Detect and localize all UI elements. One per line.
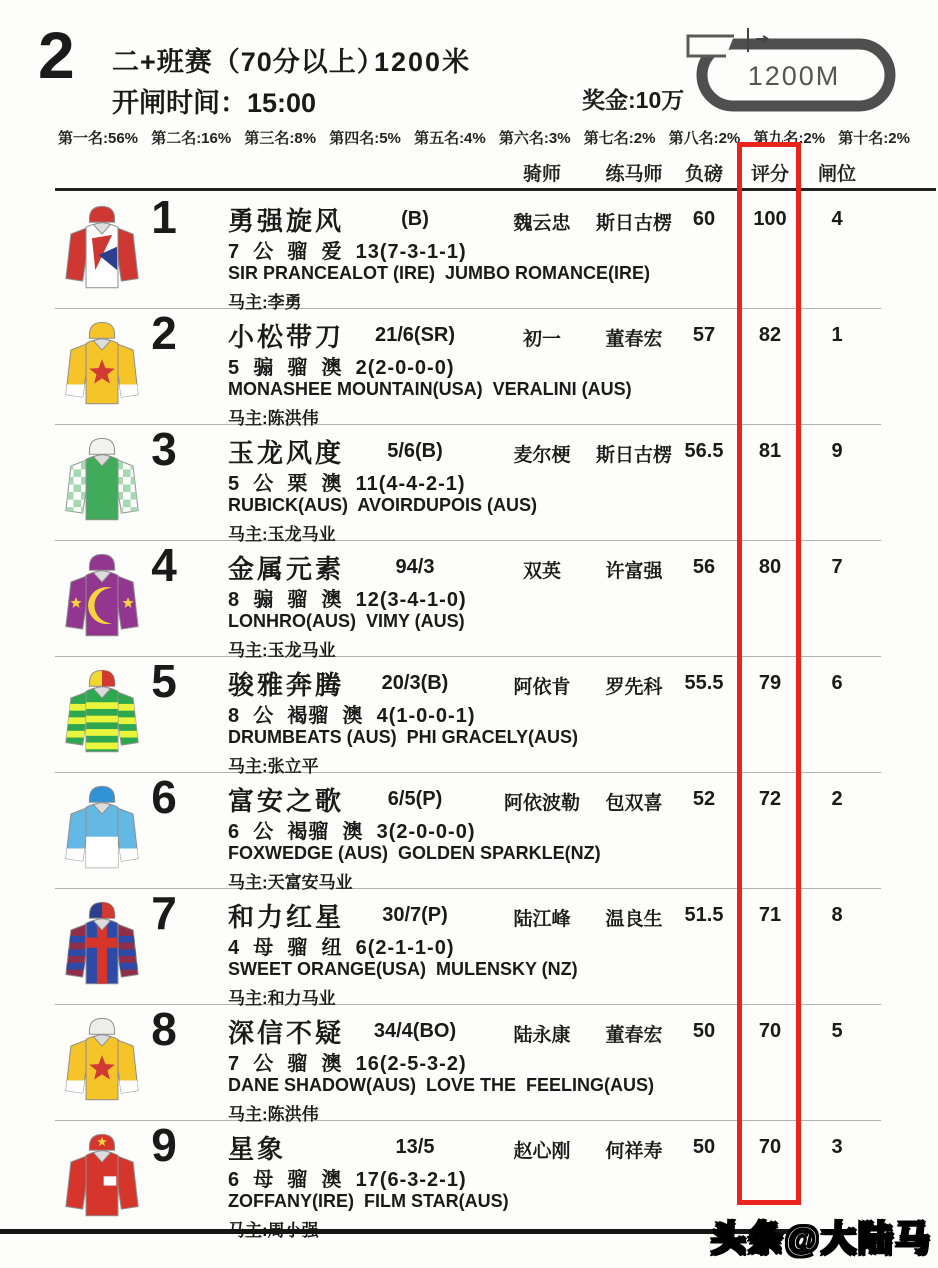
weight-value: 56.5 [684,440,724,462]
horse-number: 9 [151,1119,177,1171]
gate-value: 2 [831,788,843,810]
jockey-silks-icon [60,661,144,767]
horse-owner: 马主:天富安马业 [228,873,353,892]
weight-value: 50 [692,1136,716,1158]
horse-details: 7 公 骝 澳 16(2-5-3-2) [228,1053,467,1075]
horse-list [55,193,881,1236]
horse-row [55,307,881,428]
jockey-silks-icon [60,1125,144,1231]
horse-form: 30/7(P) [382,904,448,926]
jockey-name: 初一 [522,329,561,350]
jockey-silks-icon [60,1009,144,1115]
weight-value: 55.5 [684,672,724,694]
track-chute [688,36,734,56]
horse-owner: 马主:陈洪伟 [228,1105,319,1124]
rating-value: 70 [758,1136,782,1158]
jockey-name: 陆江峰 [513,909,571,930]
race-number: 2 [38,18,75,92]
horse-details: 8 骟 骝 澳 12(3-4-1-0) [228,589,467,611]
jockey-silks-icon [60,545,144,651]
horse-name: 骏雅奔腾 [228,670,345,700]
trainer-name: 罗先科 [605,677,663,698]
track-distance-label: 1200M [747,61,841,91]
horse-name: 星象 [228,1134,287,1164]
rating-value: 100 [753,208,787,230]
column-header-jockey: 骑师 [522,164,561,185]
weight-value: 52 [692,788,716,810]
column-header-gate: 闸位 [817,164,856,185]
horse-pedigree: DRUMBEATS (AUS) PHI GRACELY(AUS) [228,727,579,747]
horse-number: 5 [151,655,177,707]
gate-value: 1 [831,324,843,346]
payout-item: 第七名:2% [583,130,656,147]
horse-pedigree: DANE SHADOW(AUS) LOVE THE FEELING(AUS) [228,1075,654,1095]
horse-row [55,1003,881,1124]
trainer-name: 董春宏 [605,329,663,350]
gate-value: 3 [831,1136,843,1158]
horse-number: 3 [151,423,177,475]
trainer-name: 斯日古楞 [595,445,672,466]
race-class: 二+班赛（70分以上） [112,47,385,77]
horse-name: 和力红星 [228,902,345,932]
horse-form: 20/3(B) [381,672,449,694]
horse-form: 94/3 [395,556,435,578]
trainer-name: 许富强 [605,561,663,582]
race-distance: 1200米 [374,47,472,77]
race-prize: 奖金:10万 [582,87,685,113]
jockey-name: 赵心刚 [513,1141,571,1162]
weight-value: 60 [692,208,716,230]
rating-value: 81 [758,440,782,462]
horse-owner: 马主:玉龙马业 [228,525,336,544]
horse-number: 1 [151,191,177,243]
payout-item: 第四名:5% [329,130,401,147]
horse-name: 富安之歌 [228,786,345,816]
gate-value: 9 [831,440,843,462]
rating-value: 72 [758,788,782,810]
horse-pedigree: RUBICK(AUS) AVOIRDUPOIS (AUS) [228,495,537,515]
horse-owner: 马主:李勇 [228,293,302,312]
horse-details: 7 公 骝 爱 13(7-3-1-1) [228,241,467,263]
gate-value: 6 [831,672,843,694]
horse-row [55,887,881,1008]
horse-details: 8 公 褐骝 澳 4(1-0-0-1) [228,705,476,727]
gate-value: 8 [831,904,843,926]
horse-number: 4 [151,539,177,591]
jockey-silks-icon [60,893,144,999]
payout-item: 第三名:8% [244,130,317,147]
horse-details: 4 母 骝 纽 6(2-1-1-0) [228,937,455,959]
horse-form: 13/5 [395,1136,435,1158]
jockey-name: 麦尔梗 [513,445,571,466]
horse-name: 小松带刀 [228,322,345,352]
trainer-name: 何祥寿 [605,1141,663,1162]
horse-pedigree: ZOFFANY(IRE) FILM STAR(AUS) [228,1191,509,1211]
horse-owner: 马主:玉龙马业 [228,641,336,660]
weight-value: 57 [692,324,716,346]
jockey-name: 陆永康 [513,1025,571,1046]
race-start-time: 开闸时间：15:00 [112,88,317,118]
horse-owner: 马主:陈洪伟 [228,409,319,428]
column-header-trainer: 练马师 [605,164,663,185]
rating-value: 71 [758,904,782,926]
horse-number: 8 [151,1003,177,1055]
horse-form: 5/6(B) [387,440,443,462]
jockey-name: 魏云忠 [513,213,571,234]
horse-details: 6 公 褐骝 澳 3(2-0-0-0) [228,821,476,843]
horse-details: 5 公 栗 澳 11(4-4-2-1) [228,473,466,495]
horse-form: 6/5(P) [387,788,443,810]
watermark: 头条@大陆马 [710,1220,932,1259]
horse-row [55,423,881,544]
horse-owner: 马主:和力马业 [228,989,336,1008]
horse-name: 勇强旋风 [228,206,345,236]
rating-value: 70 [758,1020,782,1042]
payout-item: 第八名:2% [668,130,741,147]
horse-pedigree: LONHRO(AUS) VIMY (AUS) [228,611,465,631]
jockey-name: 双英 [522,561,561,582]
trainer-name: 董春宏 [605,1025,663,1046]
payout-item: 第十名:2% [838,130,910,147]
trainer-name: 斯日古楞 [595,213,672,234]
payout-item: 第九名:2% [753,130,826,147]
horse-pedigree: SIR PRANCEALOT (IRE) JUMBO ROMANCE(IRE) [228,263,650,283]
horse-form: 34/4(BO) [373,1020,457,1042]
horse-name: 金属元素 [228,554,345,584]
gate-value: 7 [831,556,843,578]
column-header-weight: 负磅 [684,164,723,185]
horse-details: 6 母 骝 澳 17(6-3-2-1) [228,1169,467,1191]
payout-item: 第六名:3% [498,130,571,147]
horse-number: 6 [151,771,177,823]
payout-item: 第五名:4% [414,130,486,147]
header-divider [55,188,936,191]
horse-form: (B) [401,208,429,230]
payout-item: 第二名:16% [151,130,232,147]
horse-form: 21/6(SR) [374,324,456,346]
jockey-name: 阿依肯 [513,677,571,698]
horse-pedigree: FOXWEDGE (AUS) GOLDEN SPARKLE(NZ) [228,843,601,863]
jockey-silks-icon [60,429,144,535]
rating-value: 79 [758,672,782,694]
gate-value: 4 [831,208,843,230]
payout-row [58,127,910,148]
weight-value: 51.5 [684,904,724,926]
jockey-silks-icon [60,197,144,303]
payout-item: 第一名:56% [58,130,139,147]
horse-owner: 马主:张立平 [228,757,319,776]
weight-value: 50 [692,1020,716,1042]
horse-pedigree: MONASHEE MOUNTAIN(USA) VERALINI (AUS) [228,379,632,399]
trainer-name: 温良生 [605,909,663,930]
weight-value: 56 [692,556,716,578]
trainer-name: 包双喜 [605,793,663,814]
horse-pedigree: SWEET ORANGE(USA) MULENSKY (NZ) [228,959,578,979]
jockey-name: 阿依波勒 [503,793,580,814]
jockey-silks-icon [60,777,144,883]
track-diagram-icon [676,28,916,124]
horse-row [55,771,881,892]
horse-number: 2 [151,307,177,359]
jockey-silks-icon [60,313,144,419]
horse-row [55,191,881,312]
column-header-rating: 评分 [750,164,789,185]
horse-name: 深信不疑 [228,1018,345,1048]
horse-number: 7 [151,887,177,939]
horse-name: 玉龙风度 [228,438,345,468]
table-bottom-line [0,1229,800,1234]
horse-details: 5 骟 骝 澳 2(2-0-0-0) [228,357,455,379]
horse-row [55,539,881,660]
gate-value: 5 [831,1020,843,1042]
rating-value: 80 [758,556,782,578]
rating-value: 82 [758,324,782,346]
horse-row [55,655,881,776]
